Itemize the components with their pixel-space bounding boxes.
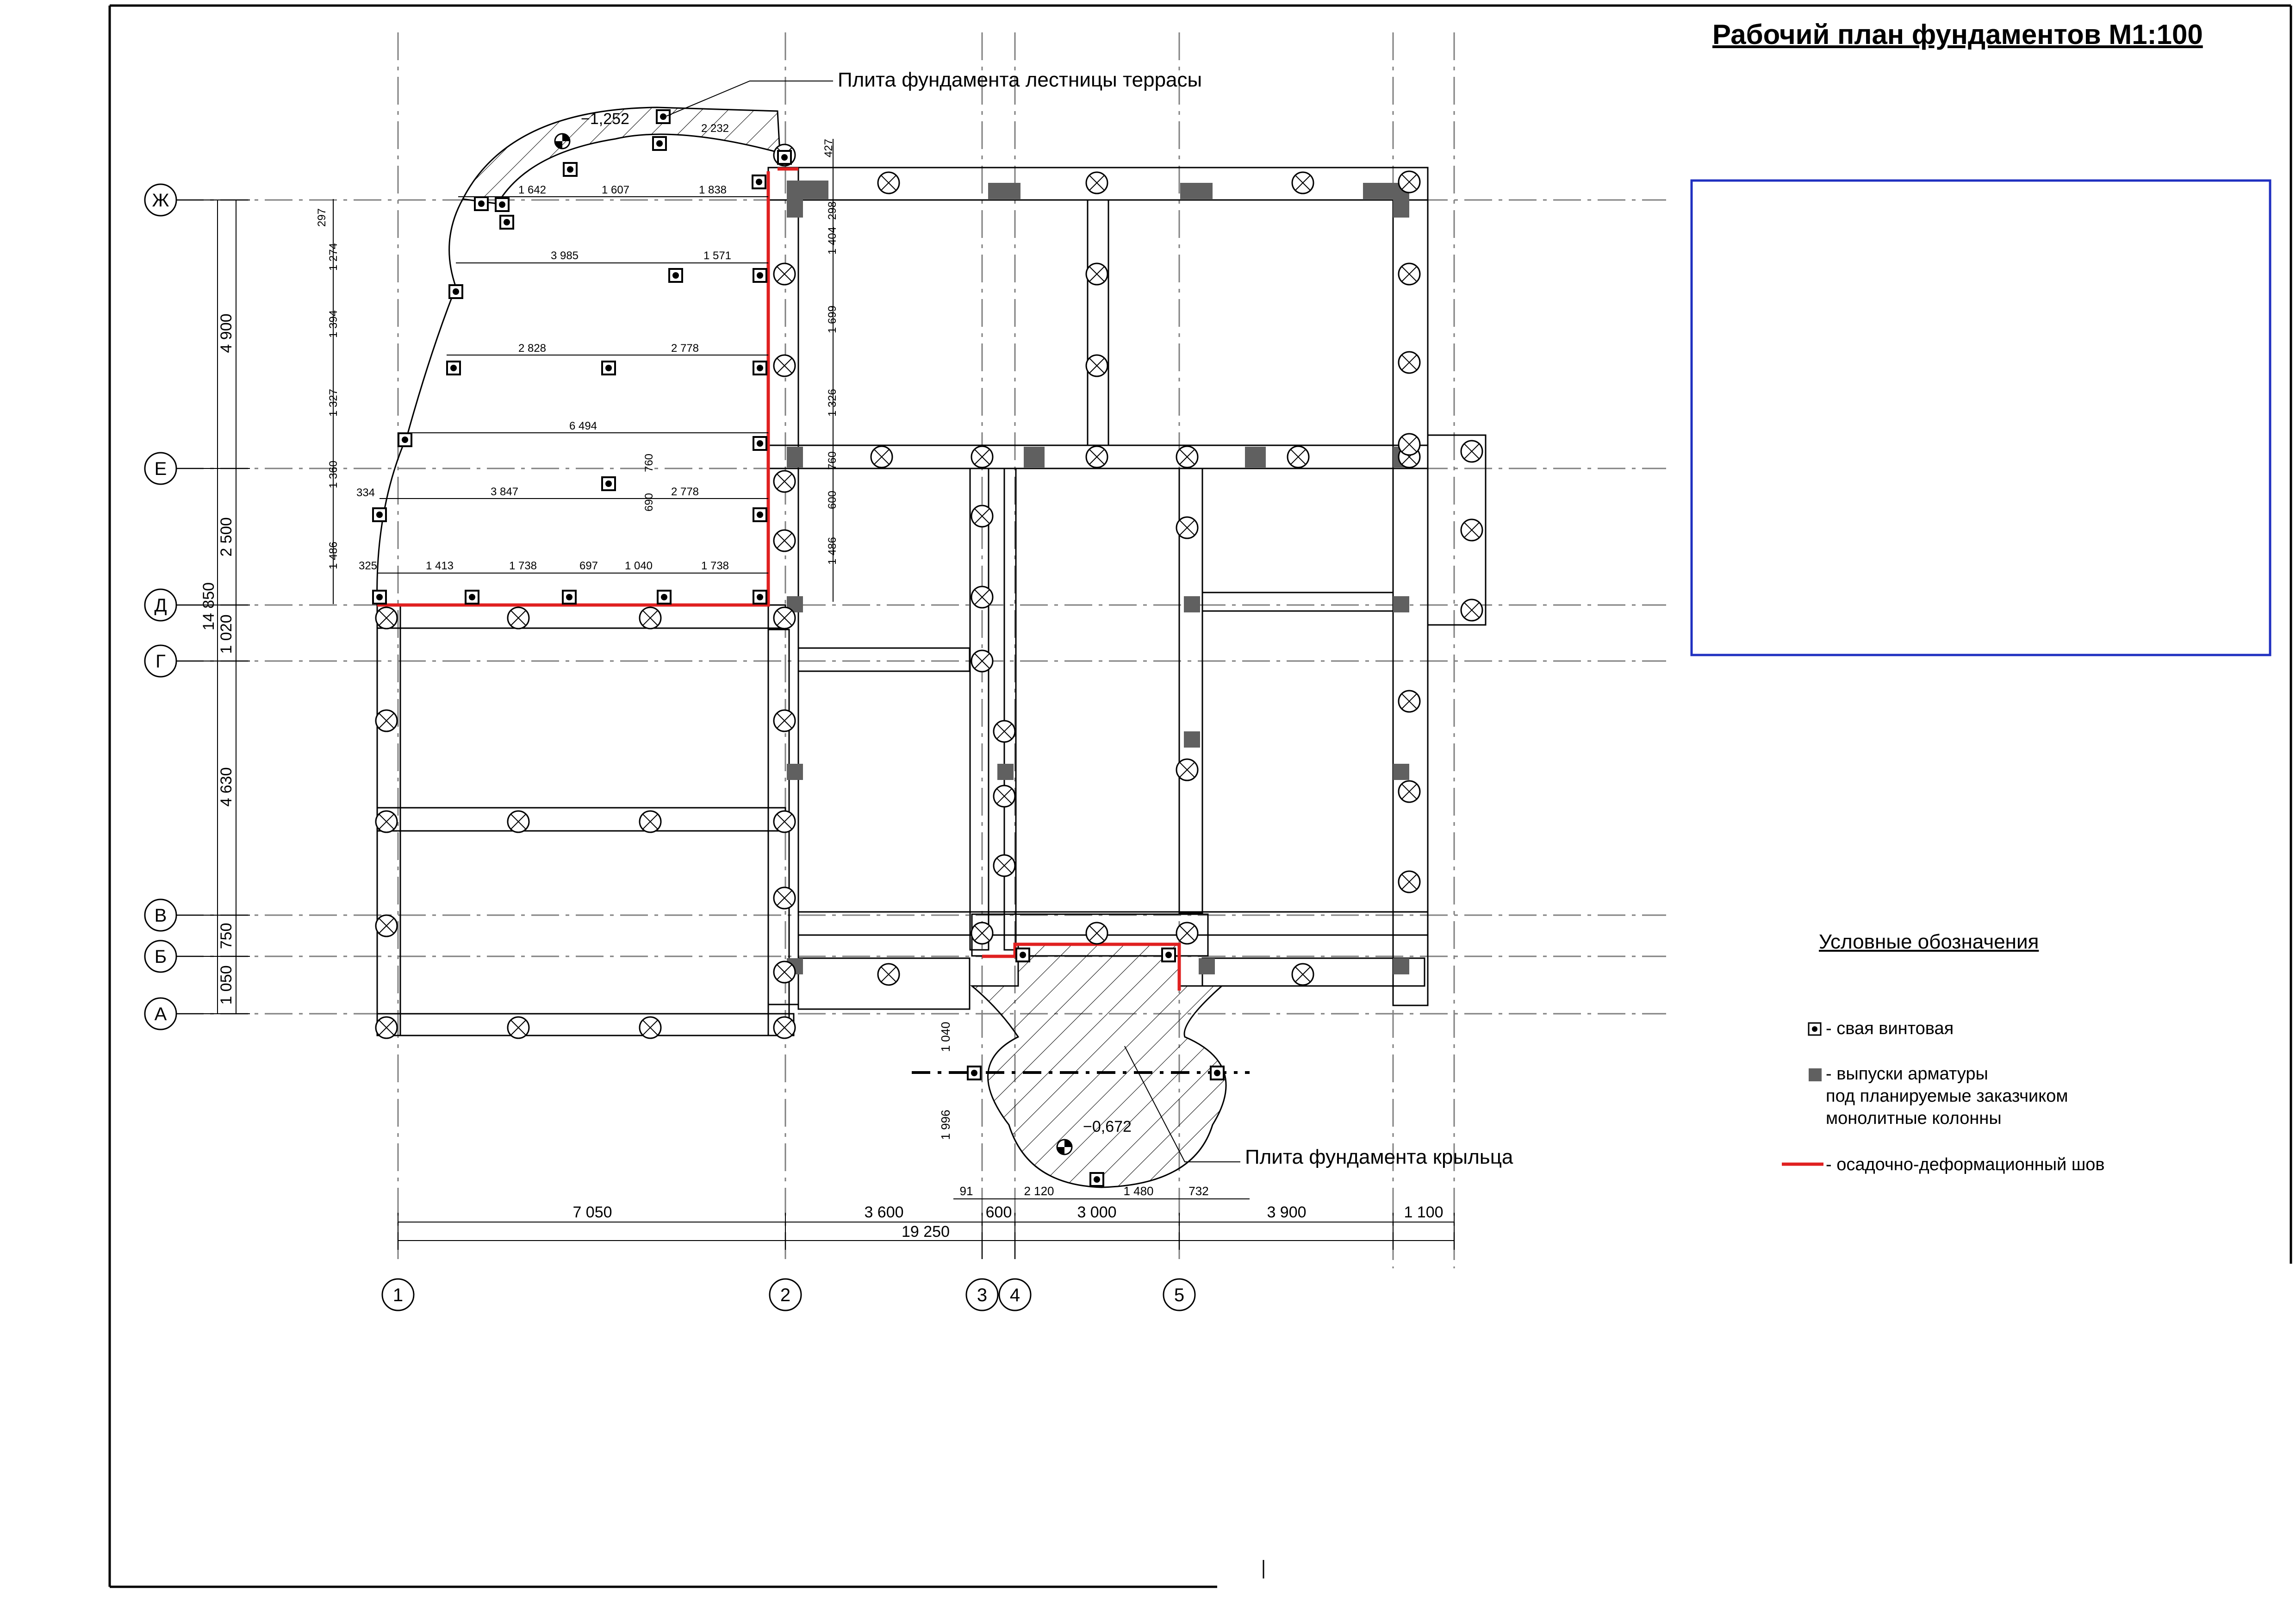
svg-text:3: 3: [977, 1285, 988, 1305]
col-axis-1: [770, 1279, 801, 1310]
legend-symbols: [1782, 1023, 1823, 1164]
svg-text:6 494: 6 494: [569, 420, 597, 432]
rebar-outlet: [787, 181, 828, 199]
terrace-pile: [1016, 948, 1029, 961]
rebar-outlet: [997, 764, 1014, 780]
terrace-pile: [447, 362, 460, 374]
col-axis-3: [999, 1279, 1031, 1310]
svg-text:1 642: 1 642: [518, 184, 547, 196]
level-porch: −0,672: [1083, 1118, 1132, 1135]
svg-text:298: 298: [826, 201, 839, 220]
rebar-outlet: [1199, 958, 1215, 974]
svg-text:1 838: 1 838: [698, 184, 727, 196]
screw-pile: [971, 505, 993, 527]
axis-lines: [176, 32, 1666, 1268]
dim-porch-1480: 1 480: [1123, 1184, 1154, 1198]
rebar-outlet: [787, 447, 803, 468]
screw-pile: [376, 811, 397, 832]
screw-pile: [1086, 263, 1108, 285]
svg-text:Г: Г: [156, 651, 166, 672]
terrace-pile: [1090, 1173, 1103, 1186]
dim-left-1050: 1 050: [218, 965, 235, 1005]
dim-bottom-7050: 7 050: [572, 1204, 612, 1221]
svg-text:Ж: Ж: [152, 190, 169, 211]
terrace-outline: [377, 199, 463, 604]
screw-piles: [376, 144, 1482, 1038]
screw-pile: [774, 811, 795, 832]
rebar-outlet: [1393, 596, 1409, 612]
note-porch-slab: Плита фундамента крыльца: [1245, 1146, 1513, 1168]
screw-pile: [376, 710, 397, 731]
screw-pile: [971, 446, 993, 468]
dim-left-total: 14 850: [200, 582, 218, 630]
screw-pile: [376, 1017, 397, 1038]
terrace-pile: [373, 591, 386, 604]
rebar-outlet: [1393, 958, 1409, 974]
terrace-pile: [373, 508, 386, 521]
dim-bottom-3600: 3 600: [864, 1204, 904, 1221]
screw-pile: [878, 964, 899, 985]
terrace-pile: [475, 197, 488, 210]
rebar-outlet: [1184, 596, 1200, 612]
dim-left-2500: 2 500: [218, 517, 235, 557]
screw-pile: [774, 887, 795, 909]
row-axis-6: [145, 998, 204, 1029]
rebar-outlet-icon: [1809, 1068, 1822, 1081]
porch-slab: [972, 944, 1226, 1187]
svg-text:427: 427: [822, 138, 835, 158]
legend-title: Условные обозначения: [1819, 930, 2039, 953]
terrace-pile: [968, 1067, 981, 1079]
screw-pile: [1292, 172, 1313, 193]
row-axis-bubbles: [145, 184, 204, 1029]
svg-text:600: 600: [826, 490, 839, 510]
terrace-pile: [500, 216, 513, 229]
svg-text:1 738: 1 738: [701, 560, 729, 572]
svg-text:1 394: 1 394: [327, 310, 340, 338]
rebar-outlet: [787, 764, 803, 780]
svg-text:2: 2: [780, 1285, 791, 1305]
screw-pile: [971, 650, 993, 672]
info-frame: [1692, 181, 2270, 655]
screw-pile: [376, 915, 397, 936]
dim-bottom-3000: 3 000: [1077, 1204, 1117, 1221]
svg-text:4: 4: [1009, 1285, 1020, 1305]
dim-porch-2120: 2 120: [1024, 1184, 1054, 1198]
svg-text:297: 297: [316, 208, 328, 227]
screw-pile: [508, 811, 529, 832]
terrace-pile: [496, 198, 509, 211]
svg-text:1 404: 1 404: [826, 226, 839, 255]
row-axis-4: [145, 899, 204, 931]
screw-pile: [376, 607, 397, 629]
screw-pile: [1176, 517, 1198, 538]
row-axis-0: [145, 184, 204, 216]
svg-text:2 828: 2 828: [518, 342, 547, 355]
screw-pile: [1399, 352, 1420, 373]
terrace-pile: [753, 437, 766, 450]
svg-text:2 778: 2 778: [671, 486, 699, 498]
screw-pile: [640, 811, 661, 832]
col-axis-2: [966, 1279, 998, 1310]
svg-text:5: 5: [1174, 1285, 1185, 1305]
rebar-outlet: [1180, 183, 1213, 199]
terrace-pile: [653, 137, 666, 150]
svg-text:690: 690: [643, 493, 655, 512]
terrace-pile: [778, 151, 791, 164]
rebar-outlet: [1393, 764, 1409, 780]
screw-pile: [878, 172, 899, 193]
screw-pile: [1176, 923, 1198, 944]
terrace-pile: [563, 591, 576, 604]
screw-pile: [1399, 171, 1420, 193]
terrace-pile: [602, 362, 615, 374]
screw-pile: [1461, 599, 1482, 621]
svg-text:В: В: [154, 905, 167, 926]
svg-text:2 232: 2 232: [701, 122, 729, 135]
legend-item-rebar: - выпуски арматуры под планируемые заказчиком монолитные колонны: [1826, 1064, 2068, 1128]
legend-item-joint: - осадочно-деформационный шов: [1826, 1155, 2105, 1174]
svg-text:1 486: 1 486: [327, 541, 340, 570]
screw-pile: [1086, 355, 1108, 376]
terrace-pile: [449, 285, 462, 298]
row-axis-5: [145, 941, 204, 972]
screw-pile: [1292, 964, 1313, 985]
rebar-outlet: [988, 183, 1020, 199]
screw-pile: [871, 446, 892, 468]
screw-pile: [640, 1017, 661, 1038]
dim-left-4900: 4 900: [218, 313, 235, 353]
sheet-frame: [110, 6, 2291, 1587]
svg-text:3 985: 3 985: [550, 249, 579, 262]
svg-text:1 274: 1 274: [327, 243, 340, 271]
terrace-pile: [602, 477, 615, 490]
screw-pile: [774, 263, 795, 285]
svg-text:3 847: 3 847: [490, 486, 519, 498]
svg-text:1 327: 1 327: [327, 388, 340, 417]
rebar-outlets: [787, 181, 1409, 974]
screw-pile: [774, 710, 795, 731]
svg-text:1 413: 1 413: [425, 560, 454, 572]
svg-text:Б: Б: [154, 947, 167, 967]
rebar-outlet: [787, 199, 803, 218]
screw-pile: [1176, 446, 1198, 468]
screw-pile: [774, 961, 795, 983]
screw-pile: [1288, 446, 1309, 468]
note-stair-slab: Плита фундамента лестницы террасы: [838, 69, 1202, 91]
dim-left-4630: 4 630: [218, 767, 235, 807]
svg-text:Е: Е: [154, 459, 167, 479]
col-axis-bubbles: [382, 1279, 1195, 1310]
svg-text:1 571: 1 571: [703, 249, 732, 262]
screw-pile: [971, 923, 993, 944]
svg-text:1 326: 1 326: [826, 388, 839, 417]
screw-pile: [774, 530, 795, 551]
terrace-pile: [658, 591, 671, 604]
screw-pile: [508, 1017, 529, 1038]
terrace-pile: [753, 362, 766, 374]
screw-pile: [971, 586, 993, 608]
rebar-outlet: [1245, 447, 1266, 468]
screw-pile-icon: [1809, 1023, 1821, 1035]
svg-text:1 486: 1 486: [826, 536, 839, 565]
terrace-pile: [398, 433, 411, 446]
foundation-strips: [377, 168, 1486, 1035]
screw-pile: [1461, 441, 1482, 462]
dim-porch-91: 91: [959, 1184, 973, 1198]
svg-text:1: 1: [392, 1285, 404, 1305]
screw-pile: [1086, 446, 1108, 468]
screw-pile: [994, 855, 1015, 876]
drawing-title: Рабочий план фундаментов М1:100: [1712, 19, 2203, 50]
svg-text:1 699: 1 699: [826, 305, 839, 334]
screw-pile: [774, 355, 795, 376]
rebar-outlet: [1393, 199, 1409, 218]
svg-text:А: А: [154, 1004, 167, 1024]
screw-pile: [640, 607, 661, 629]
screw-pile: [508, 607, 529, 629]
terrace-pile: [1211, 1067, 1224, 1079]
screw-pile: [1086, 172, 1108, 193]
dim-bottom-1100: 1 100: [1404, 1204, 1444, 1221]
row-axis-2: [145, 589, 204, 621]
svg-text:1 360: 1 360: [327, 460, 340, 489]
screw-pile: [774, 1017, 795, 1038]
svg-text:760: 760: [643, 453, 655, 473]
col-axis-0: [382, 1279, 414, 1310]
terrace-pile: [466, 591, 479, 604]
rebar-outlet: [1024, 447, 1045, 468]
terrace-pile: [753, 591, 766, 604]
dim-porch-732: 732: [1188, 1184, 1209, 1198]
svg-text:Д: Д: [154, 595, 167, 616]
dim-total: 19 250: [902, 1223, 950, 1241]
screw-pile: [994, 721, 1015, 742]
svg-text:1 738: 1 738: [509, 560, 537, 572]
dim-bottom-600: 600: [985, 1204, 1012, 1221]
svg-text:1 040: 1 040: [624, 560, 653, 572]
dim-left-750: 750: [218, 923, 235, 949]
legend-item-pile: - свая винтовая: [1826, 1019, 1954, 1038]
svg-text:760: 760: [826, 451, 839, 470]
settlement-joint: [377, 169, 1179, 991]
rebar-outlet: [1184, 731, 1200, 748]
screw-pile: [774, 607, 795, 629]
terrace-pile: [753, 269, 766, 282]
svg-text:2 778: 2 778: [671, 342, 699, 355]
screw-pile: [1461, 519, 1482, 541]
terrace-pile: [753, 508, 766, 521]
terrace-pile: [669, 269, 682, 282]
svg-text:334: 334: [356, 487, 375, 499]
dim-porch-1996: 1 996: [939, 1110, 952, 1140]
terrace-pile: [753, 175, 765, 188]
level-stair: −1,252: [581, 110, 629, 128]
dim-bottom-3900: 3 900: [1267, 1204, 1307, 1221]
dim-porch-1040: 1 040: [939, 1022, 952, 1052]
svg-text:325: 325: [358, 560, 378, 572]
screw-pile: [774, 471, 795, 492]
terrace-pile: [657, 110, 670, 123]
screw-pile: [1399, 691, 1420, 712]
terrace-pile: [1162, 948, 1175, 961]
terrace-dim-labels: [316, 122, 839, 572]
row-axis-3: [145, 645, 204, 677]
screw-pile: [1399, 434, 1420, 455]
screw-pile: [1399, 781, 1420, 802]
col-axis-4: [1164, 1279, 1195, 1310]
screw-pile: [1176, 759, 1198, 780]
row-axis-1: [145, 453, 204, 484]
terrace-pile: [564, 163, 577, 176]
screw-pile: [1086, 923, 1108, 944]
dim-left-1020: 1 020: [218, 614, 235, 654]
svg-text:1 607: 1 607: [601, 184, 630, 196]
screw-pile: [994, 786, 1015, 807]
screw-pile: [1399, 871, 1420, 892]
screw-pile: [1399, 263, 1420, 285]
svg-text:697: 697: [579, 560, 598, 572]
